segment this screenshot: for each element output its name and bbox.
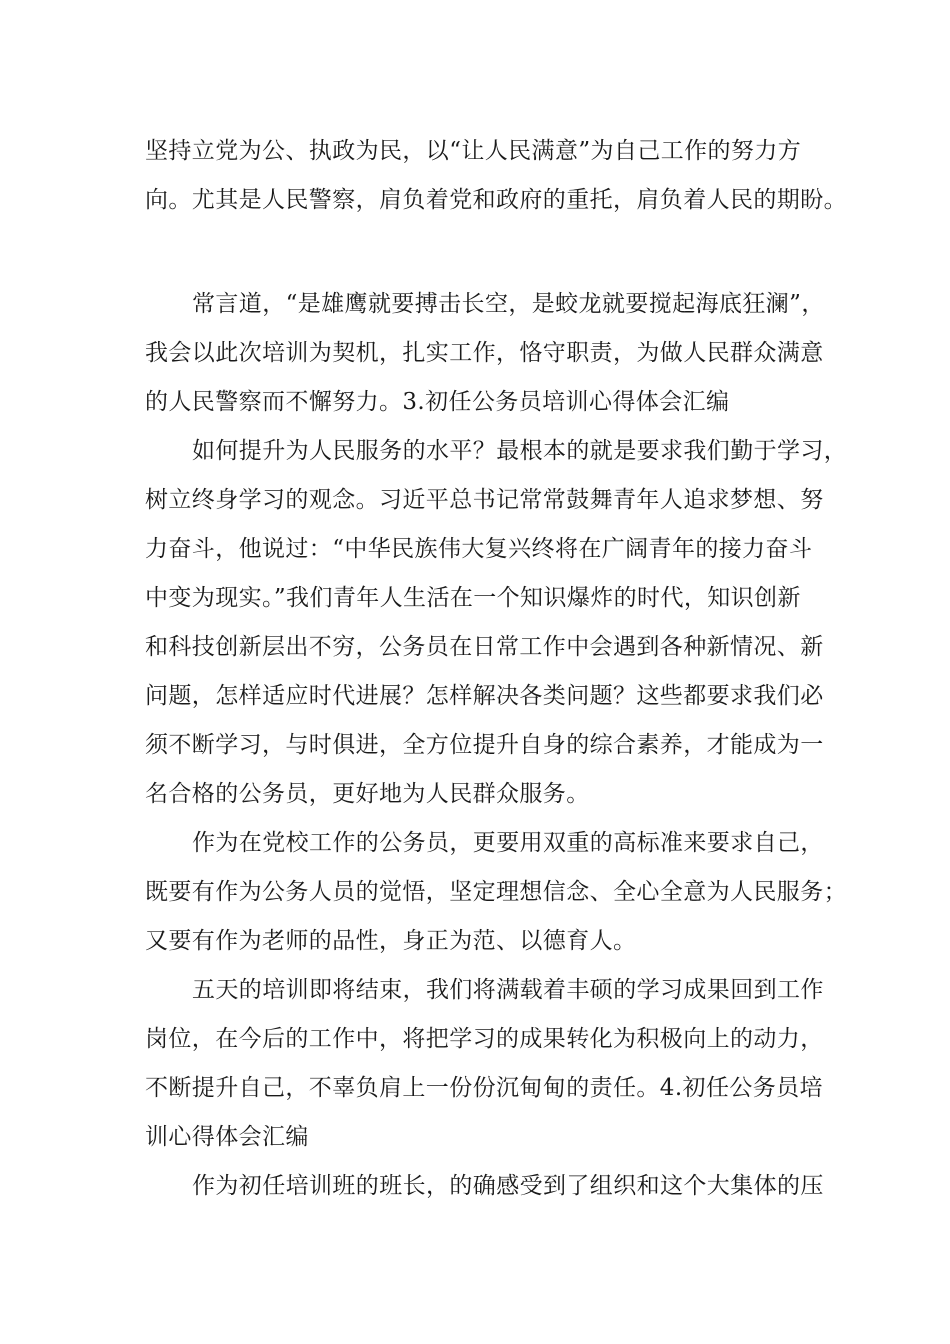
text-line: 须不断学习，与时俱进，全方位提升自身的综合素养，才能成为一 bbox=[145, 732, 824, 758]
text-line: 问题，怎样适应时代进展？怎样解决各类问题？这些都要求我们必 bbox=[145, 683, 824, 709]
text-line: 岗位，在今后的工作中，将把学习的成果转化为积极向上的动力， bbox=[145, 1026, 824, 1052]
text-line: 力奋斗，他说过：“中华民族伟大复兴终将在广阔青年的接力奋斗 bbox=[145, 536, 813, 562]
paragraph-1 bbox=[145, 127, 847, 225]
text-line: 和科技创新层出不穷，公务员在日常工作中会遇到各种新情况、新 bbox=[145, 634, 824, 660]
text-line: 树立终身学习的观念。习近平总书记常常鼓舞青年人追求梦想、努 bbox=[145, 487, 824, 513]
text-line: 向。尤其是人民警察，肩负着党和政府的重托，肩负着人民的期盼。 bbox=[145, 187, 847, 213]
text-line: 作为在党校工作的公务员，更要用双重的高标准来要求自己， bbox=[192, 830, 824, 856]
text-line: 名合格的公务员，更好地为人民群众服务。 bbox=[145, 781, 590, 807]
text-line: 不断提升自己，不辜负肩上一份份沉甸甸的责任。4.初任公务员培 bbox=[145, 1075, 823, 1101]
text-line: 作为初任培训班的班长，的确感受到了组织和这个大集体的压 bbox=[192, 1173, 824, 1199]
text-line: 如何提升为人民服务的水平？最根本的就是要求我们勤于学习， bbox=[192, 438, 848, 464]
text-line: 又要有作为老师的品性，身正为范、以德育人。 bbox=[145, 928, 637, 954]
text-line: 训心得体会汇编 bbox=[145, 1124, 309, 1150]
text-line: 的人民警察而不懈努力。3.初任公务员培训心得体会汇编 bbox=[145, 389, 730, 415]
text-line: 坚持立党为公、执政为民，以“让人民满意”为自己工作的努力方 bbox=[145, 138, 802, 164]
text-line: 中变为现实。”我们青年人生活在一个知识爆炸的时代，知识创新 bbox=[145, 585, 801, 611]
text-line: 常言道，“是雄鹰就要搏击长空，是蛟龙就要搅起海底狂澜”， bbox=[192, 291, 825, 317]
paragraph-3 bbox=[145, 427, 848, 1211]
text-line: 五天的培训即将结束，我们将满载着丰硕的学习成果回到工作 bbox=[192, 977, 824, 1003]
text-line: 我会以此次培训为契机，扎实工作，恪守职责，为做人民群众满意 bbox=[145, 340, 824, 366]
text-line: 既要有作为公务人员的觉悟，坚定理想信念、全心全意为人民服务； bbox=[145, 879, 847, 905]
paragraph-2 bbox=[145, 280, 835, 427]
